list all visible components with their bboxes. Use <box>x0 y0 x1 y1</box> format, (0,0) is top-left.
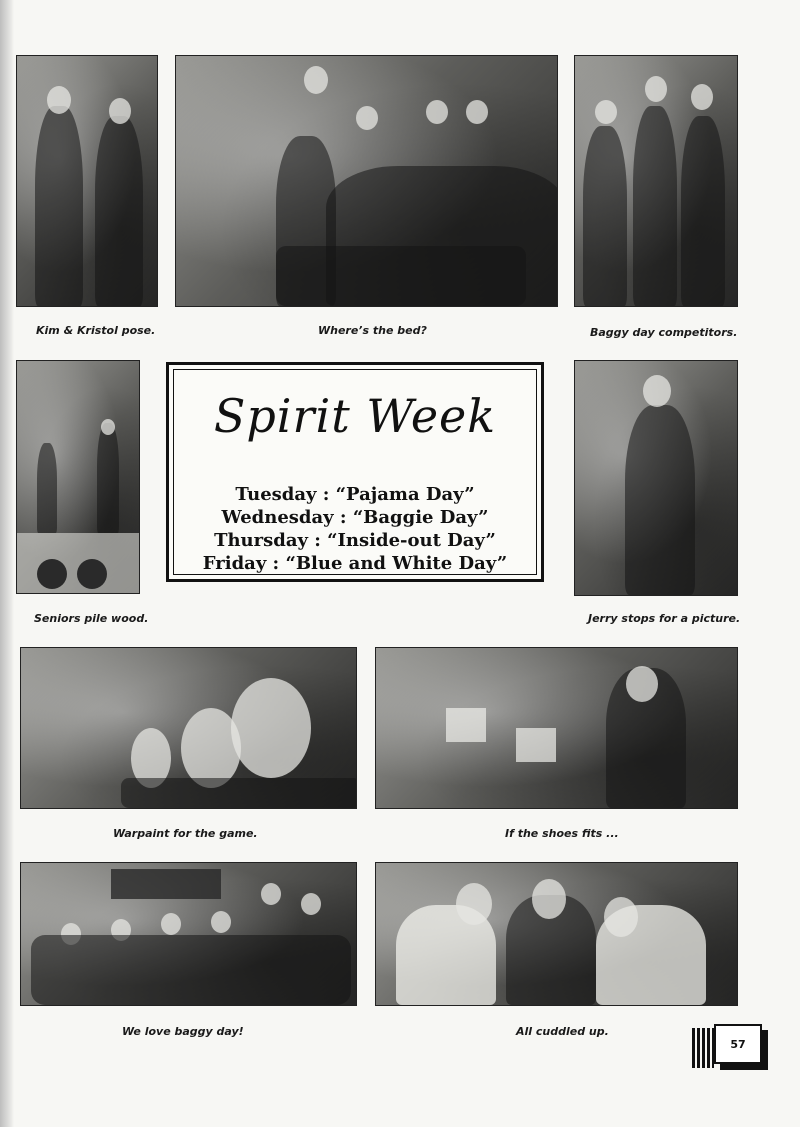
photo-pajama-pile <box>175 55 558 307</box>
page-number-tab <box>692 1024 770 1068</box>
spirit-week-headline: Spirit Week <box>213 389 497 443</box>
spirit-week-title-box <box>166 362 544 582</box>
schedule-day: Friday : “Blue and White Day” <box>202 553 508 574</box>
caption-wheres-the-bed: Where’s the bed? <box>318 324 427 337</box>
caption-baggy-competitors: Baggy day competitors. <box>590 326 738 339</box>
photo-warpaint <box>20 647 357 809</box>
schedule-day: Wednesday : “Baggie Day” <box>221 507 489 528</box>
schedule-day: Tuesday : “Pajama Day” <box>235 484 475 505</box>
caption-jerry: Jerry stops for a picture. <box>588 612 741 625</box>
caption-kim-kristol: Kim & Kristol pose. <box>36 324 156 337</box>
page-number: 57 <box>714 1024 762 1064</box>
photo-kim-kristol <box>16 55 158 307</box>
caption-warpaint: Warpaint for the game. <box>113 827 258 840</box>
page-tab-stripes <box>692 1028 714 1068</box>
caption-seniors-pile-wood: Seniors pile wood. <box>34 612 149 625</box>
photo-jerry <box>574 360 738 596</box>
photo-shoes-fits <box>375 647 738 809</box>
spirit-week-schedule <box>169 483 541 575</box>
caption-shoes-fits: If the shoes fits ... <box>505 827 619 840</box>
caption-baggy-day-group: We love baggy day! <box>122 1025 244 1038</box>
book-spine-shadow <box>0 0 14 1127</box>
photo-cuddled-up <box>375 862 738 1006</box>
caption-cuddled-up: All cuddled up. <box>516 1025 609 1038</box>
photo-baggy-day-group <box>20 862 357 1006</box>
photo-baggy-competitors <box>574 55 738 307</box>
schedule-day: Thursday : “Inside-out Day” <box>214 530 496 551</box>
photo-seniors-pile-wood <box>16 360 140 594</box>
